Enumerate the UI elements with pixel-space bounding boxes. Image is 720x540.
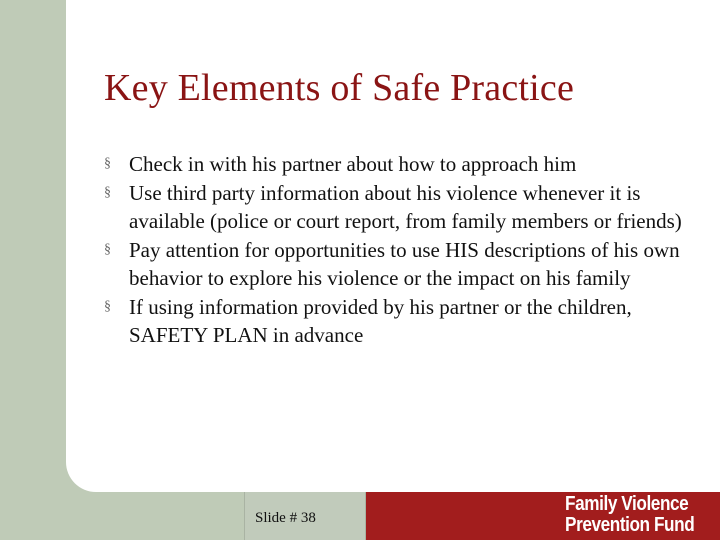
bullet-marker-icon: §	[104, 298, 111, 314]
bullet-text: Check in with his partner about how to approach him	[129, 152, 577, 176]
bullet-marker-icon: §	[104, 184, 111, 200]
logo-band	[366, 492, 720, 540]
bullet-item	[104, 293, 694, 350]
bullet-item	[104, 179, 694, 236]
logo-line-2: Prevention Fund	[564, 514, 694, 536]
organization-logo	[565, 494, 694, 536]
bullet-text: Use third party information about his violence whenever it is available (police or court report, from family members or friends)	[129, 180, 682, 233]
left-decorative-band	[0, 0, 66, 540]
bullet-text: Pay attention for opportunities to use HIS descriptions of his own behavior to explore his violence or the impact on his family	[129, 237, 680, 290]
bullet-item	[104, 150, 694, 179]
logo-line-1: Family Violence	[564, 493, 688, 515]
bullet-list	[104, 150, 694, 350]
bullet-item	[104, 236, 694, 293]
slide-title: Key Elements of Safe Practice	[104, 67, 575, 109]
bullet-marker-icon: §	[104, 241, 111, 257]
bullet-marker-icon: §	[104, 156, 111, 171]
slide-number-box	[244, 492, 366, 540]
slide-number: Slide # 38	[255, 510, 316, 526]
bullet-text: If using information provided by his partner or the children, SAFETY PLAN in advance	[129, 294, 632, 347]
